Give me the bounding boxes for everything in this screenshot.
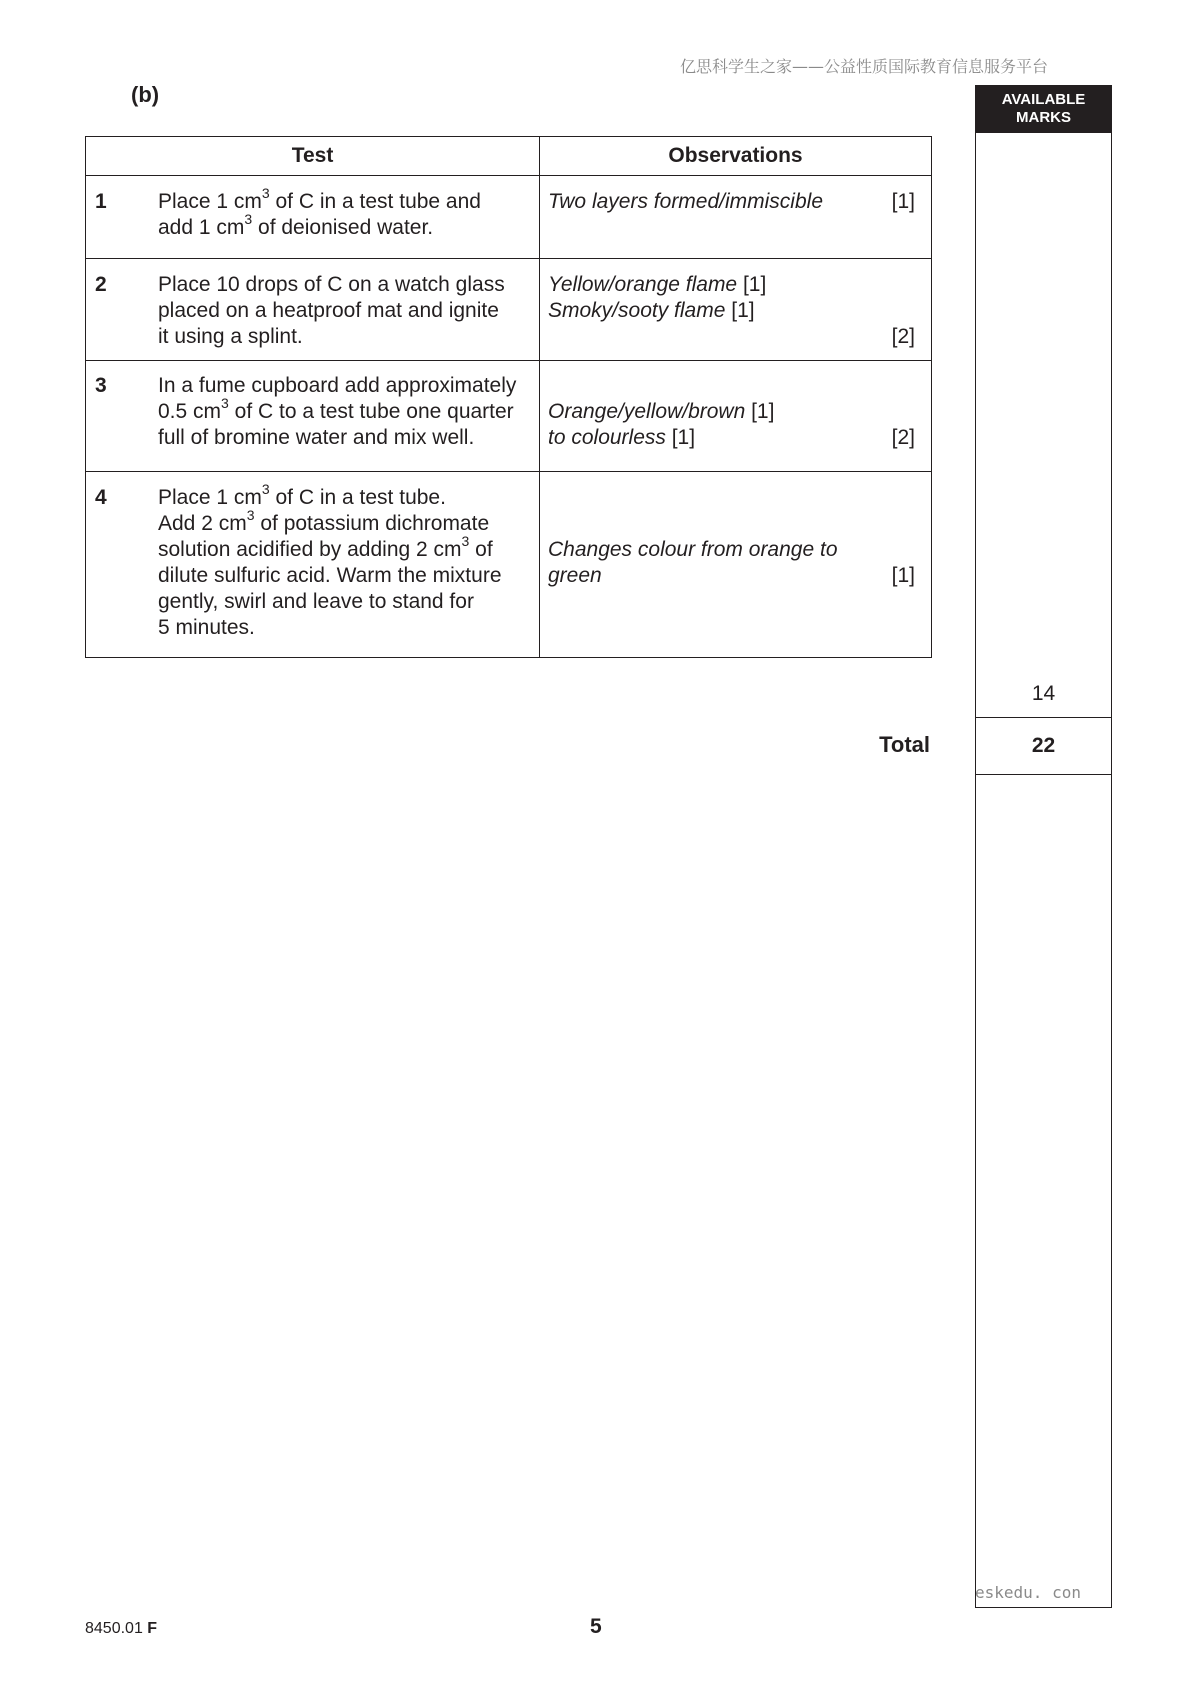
total-label: Total [879, 732, 930, 757]
observation-cell [540, 361, 932, 472]
table-row [86, 176, 932, 259]
available-marks-column [975, 85, 1112, 1608]
footer-watermark: eskedu. con [975, 1583, 1081, 1602]
test-cell [86, 176, 540, 259]
test-number: 2 [95, 273, 107, 296]
subtotal-marks: 14 [976, 671, 1111, 718]
table-row [86, 361, 932, 472]
paper-code: 8450.01 F [85, 1620, 158, 1637]
page-number: 5 [590, 1615, 602, 1638]
observation-cell [540, 472, 932, 658]
test-number: 3 [95, 374, 107, 397]
total-marks: 22 [976, 718, 1111, 775]
observation-text: Orange/yellow/brown [1] to colourless [1] [548, 400, 775, 449]
mark-allocation: [1] [891, 564, 915, 587]
mark-allocation: [2] [891, 426, 915, 449]
table-header-row [86, 137, 932, 176]
test-description: Place 10 drops of C on a watch glass placed on a heatproof mat and ignite it using a splint. [158, 273, 505, 348]
test-cell [86, 259, 540, 361]
test-observations-table [85, 136, 932, 658]
test-description: Place 1 $cm^3$ of C in a test tube and add 1 $cm^3$ of deionised water. [158, 185, 481, 239]
mark-allocation: [2] [891, 325, 915, 348]
column-header-observations: Observations [540, 137, 932, 176]
observation-cell [540, 259, 932, 361]
mark-allocation: [1] [891, 190, 915, 213]
table-row [86, 259, 932, 361]
table-row [86, 472, 932, 658]
test-number: 4 [95, 486, 107, 509]
part-label: (b) [131, 82, 160, 107]
observation-cell [540, 176, 932, 259]
test-description: In a fume cupboard add approximately 0.5 $cm^3$ of C to a test tube one quarter full of bromine water and mix well. [158, 374, 517, 449]
column-header-test: Test [86, 137, 540, 176]
test-cell [86, 361, 540, 472]
observation-text: Two layers formed/immiscible [548, 190, 823, 213]
observation-text: Yellow/orange flame [1] Smoky/sooty flame [1] [548, 273, 767, 322]
observation-text: Changes colour from orange to green [548, 538, 838, 587]
test-description: Place 1 $cm^3$ of C in a test tube. Add 2 $cm^3$ of potassium dichromate solution acidified by adding 2 $cm^3$ of dilute sulfuric acid. Warm the mixture gently, swirl and leave to stand for 5 minutes. [158, 481, 502, 639]
test-cell [86, 472, 540, 658]
header-watermark: 亿思科学生之家——公益性质国际教育信息服务平台 [680, 57, 1049, 76]
available-marks-header: AVAILABLE MARKS [976, 85, 1111, 133]
test-number: 1 [95, 190, 107, 213]
